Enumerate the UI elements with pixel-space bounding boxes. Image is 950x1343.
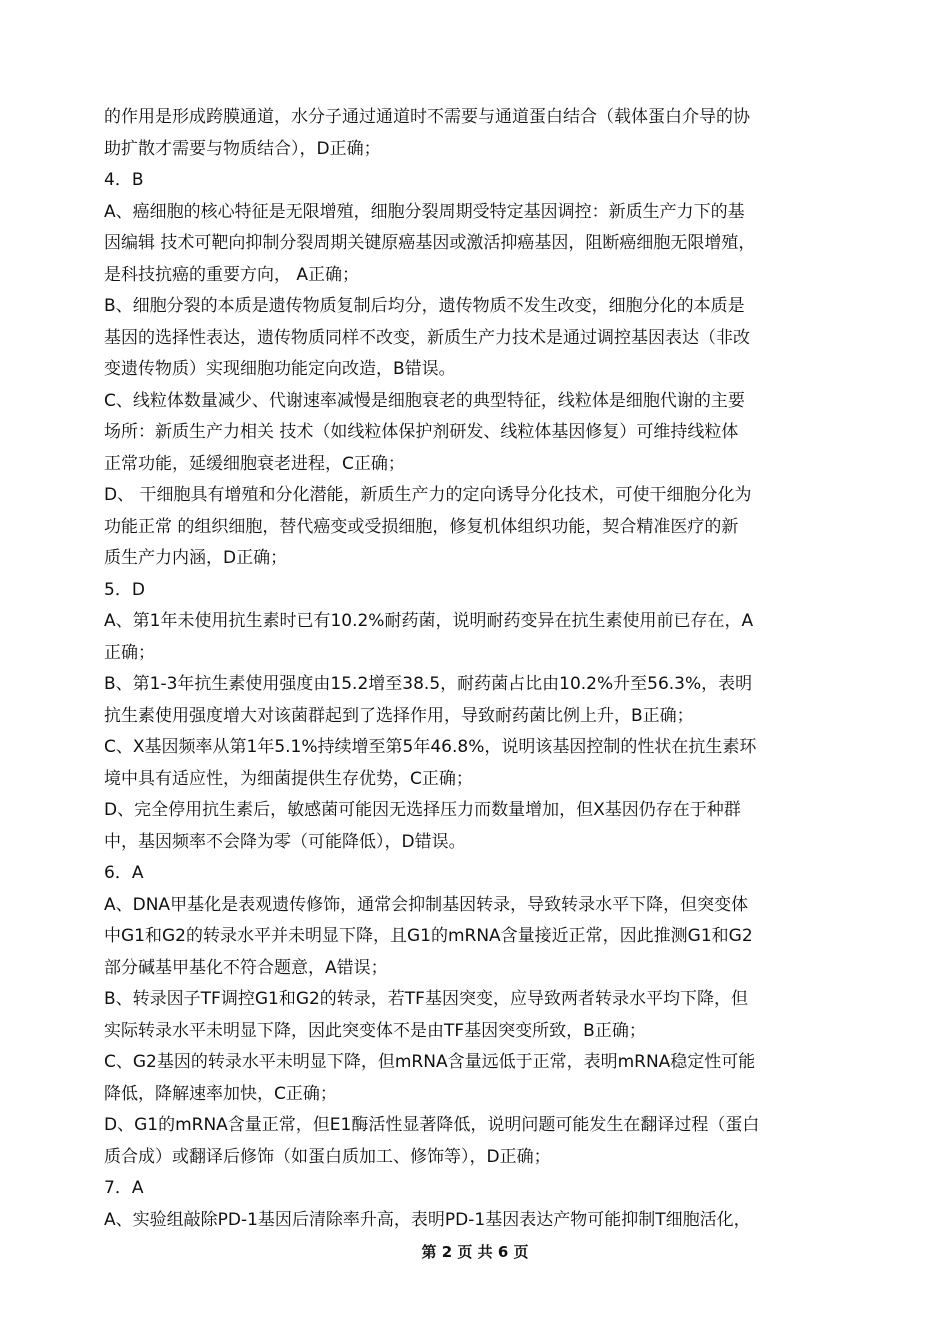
text-line: 降低，降解速率加快，C正确； xyxy=(104,1083,337,1104)
text-line: D、G1的mRNA含量正常，但E1酶活性显著降低，说明问题可能发生在翻译过程（蛋白 xyxy=(104,1115,760,1135)
text-line: C、线粒体数量减少、代谢速率减慢是细胞衰老的典型特征，线粒体是细胞代谢的主要 xyxy=(104,390,745,411)
question-answer-heading: 5．D xyxy=(104,579,145,600)
text-line: 变遗传物质）实现细胞功能定向改造，B错误。 xyxy=(104,359,456,379)
text-line: 正确； xyxy=(104,642,155,663)
text-line: 实际转录水平未明显下降，因此突变体不是由TF基因突变所致，B正确； xyxy=(104,1020,646,1041)
text-line: 部分碱基甲基化不符合题意，A错误； xyxy=(104,957,388,978)
text-line: 的作用是形成跨膜通道，水分子通过通道时不需要与通道蛋白结合（载体蛋白介导的协 xyxy=(104,107,750,127)
text-line: 因编辑 技术可靶向抑制分裂周期关键原癌基因或激活抑癌基因，阻断癌细胞无限增殖， xyxy=(104,233,756,253)
text-line: 中，基因频率不会降为零（可能降低），D错误。 xyxy=(104,831,466,852)
text-line: B、第1-3年抗生素使用强度由15.2增至38.5，耐药菌占比由10.2%升至56.3%，表明 xyxy=(104,674,753,694)
text-line: 是科技抗癌的重要方向， A正确； xyxy=(104,264,360,285)
text-line: 境中具有适应性，为细菌提供生存优势，C正确； xyxy=(104,768,473,789)
question-answer-heading: 4．B xyxy=(104,170,144,190)
text-line: A、第1年未使用抗生素时已有10.2%耐药菌，说明耐药变异在抗生素使用前已存在，A xyxy=(104,611,754,631)
text-line: C、G2基因的转录水平未明显下降，但mRNA含量远低于正常，表明mRNA稳定性可能 xyxy=(104,1052,756,1072)
text-line: 助扩散才需要与物质结合），D正确； xyxy=(104,138,381,159)
text-line: A、DNA甲基化是表观遗传修饰，通常会抑制基因转录，导致转录水平下降，但突变体 xyxy=(104,894,749,915)
text-line: D、 干细胞具有增殖和分化潜能，新质生产力的定向诱导分化技术，可使干细胞分化为 xyxy=(104,485,752,505)
text-line: 中G1和G2的转录水平并未明显下降，且G1的mRNA含量接近正常，因此推测G1和G2 xyxy=(104,926,753,946)
text-line: 抗生素使用强度增大对该菌群起到了选择作用，导致耐药菌比例上升，B正确； xyxy=(104,705,694,726)
text-line: B、细胞分裂的本质是遗传物质复制后均分，遗传物质不发生改变，细胞分化的本质是 xyxy=(104,296,745,316)
text-line: A、癌细胞的核心特征是无限增殖，细胞分裂周期受特定基因调控：新质生产力下的基 xyxy=(104,201,745,222)
page-number-footer: 第 2 页 共 6 页 xyxy=(421,1243,529,1261)
question-answer-heading: 6．A xyxy=(104,863,144,883)
text-line: B、转录因子TF调控G1和G2的转录，若TF基因突变，应导致两者转录水平均下降，但 xyxy=(104,989,748,1009)
text-line: 质合成）或翻译后修饰（如蛋白质加工、修饰等），D正确； xyxy=(104,1146,551,1167)
answer-explanation-body xyxy=(104,102,830,1236)
text-line: 正常功能，延缓细胞衰老进程，C正确； xyxy=(104,453,405,474)
text-line: 场所：新质生产力相关 技术（如线粒体保护剂研发、线粒体基因修复）可维持线粒体 xyxy=(104,422,739,442)
text-line: A、实验组敲除PD-1基因后清除率升高，表明PD-1基因表达产物可能抑制T细胞活化， xyxy=(104,1209,751,1230)
text-line: D、完全停用抗生素后，敏感菌可能因无选择压力而数量增加，但X基因仍存在于种群 xyxy=(104,800,741,820)
text-line: 功能正常 的组织细胞，替代癌变或受损细胞，修复机体组织功能，契合精准医疗的新 xyxy=(104,516,739,537)
question-answer-heading: 7．A xyxy=(104,1178,144,1198)
text-line: 质生产力内涵，D正确； xyxy=(104,548,288,568)
text-line: 基因的选择性表达，遗传物质同样不改变，新质生产力技术是通过调控基因表达（非改 xyxy=(104,327,750,348)
text-line: C、X基因频率从第1年5.1%持续增至第5年46.8%，说明该基因控制的性状在抗生素环 xyxy=(104,737,757,757)
